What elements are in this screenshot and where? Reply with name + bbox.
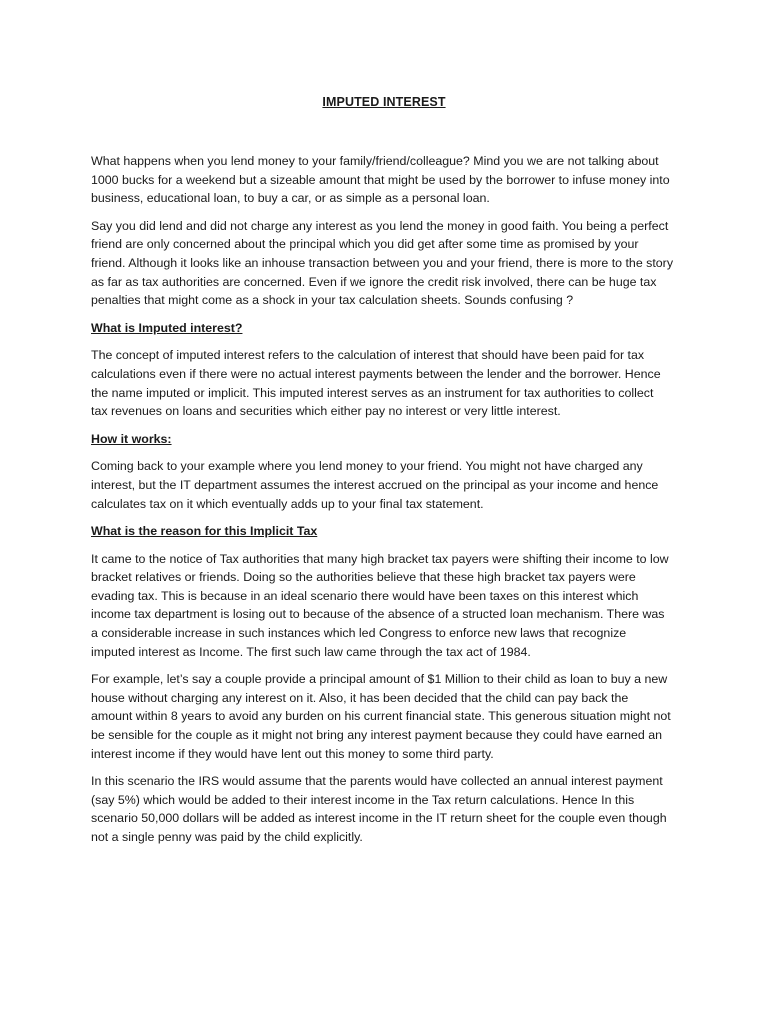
heading-how-it-works: How it works: bbox=[91, 431, 172, 446]
paragraph-scenario: Say you did lend and did not charge any interest as you lend the money in good faith. You being a perfect friend are only concerned about the principal which you did get after some time as promised by your friend. Although it looks like an inhouse transaction between you and your friend, there is more to the story as far as tax authorities are concerned. Even if we ignore the credit risk involved, there can be huge tax penalties that might come as a shock in your tax calculation sheets. Sounds confusing ? bbox=[91, 218, 674, 308]
paragraph-concept: The concept of imputed interest refers to the calculation of interest that should have been paid for tax calculations even if there were no actual interest payments between the lender and the borrower. Hence the name imputed or implicit. This imputed interest serves as an instrument for tax authorities to collect tax revenues on loans and securities which either pay no interest or very little interest. bbox=[91, 348, 661, 419]
paragraph-how-it-works: Coming back to your example where you lend money to your friend. You might not have charged any interest, but the IT department assumes the interest accrued on the principal as your income and hence calculates tax on it which eventually adds up to your final tax statement. bbox=[91, 459, 659, 511]
heading-reason-for-implicit-tax: What is the reason for this Implicit Tax bbox=[91, 524, 318, 539]
paragraph-intro: What happens when you lend money to your family/friend/colleague? Mind you we are not talking about 1000 bucks for a weekend but a sizeable amount that might be used by the borrower to infuse money into business, educational loan, to buy a car, or as simple as a personal loan. bbox=[91, 154, 670, 206]
paragraph-irs-scenario: In this scenario the IRS would assume that the parents would have collected an annual interest payment (say 5%) which would be added to their interest income in the Tax return calculations. Hence In this scenario 50,000 dollars will be added as interest income in the IT return sheet for the couple even though not a single penny was paid by the child explicitly. bbox=[91, 774, 667, 844]
document-body bbox=[91, 152, 673, 856]
heading-what-is-imputed-interest: What is Imputed interest? bbox=[91, 320, 243, 335]
document-title: IMPUTED INTEREST bbox=[322, 95, 446, 109]
paragraph-example: For example, let’s say a couple provide a principal amount of $1 Million to their child as loan to buy a new house without charging any interest on it. Also, it has been decided that the child can pay back the amount within 8 years to avoid any burden on his current financial state. This generous situation might not be sensible for the couple as it might not bring any interest payment because they could have earned an interest income if they would have lent out this money to some third party. bbox=[91, 672, 671, 761]
paragraph-reason: It came to the notice of Tax authorities that many high bracket tax payers were shifting their income to low bracket relatives or friends. Doing so the authorities believe that these high bracket tax payers were evading tax. This is because in an ideal scenario there would have been taxes on this interest which income tax department is losing out to because of the absence of a structed loan mechanism. There was a considerable increase in such instances which led Congress to enforce new laws that recognize imputed interest as Income. The first such law came through the tax act of 1984. bbox=[91, 551, 669, 659]
